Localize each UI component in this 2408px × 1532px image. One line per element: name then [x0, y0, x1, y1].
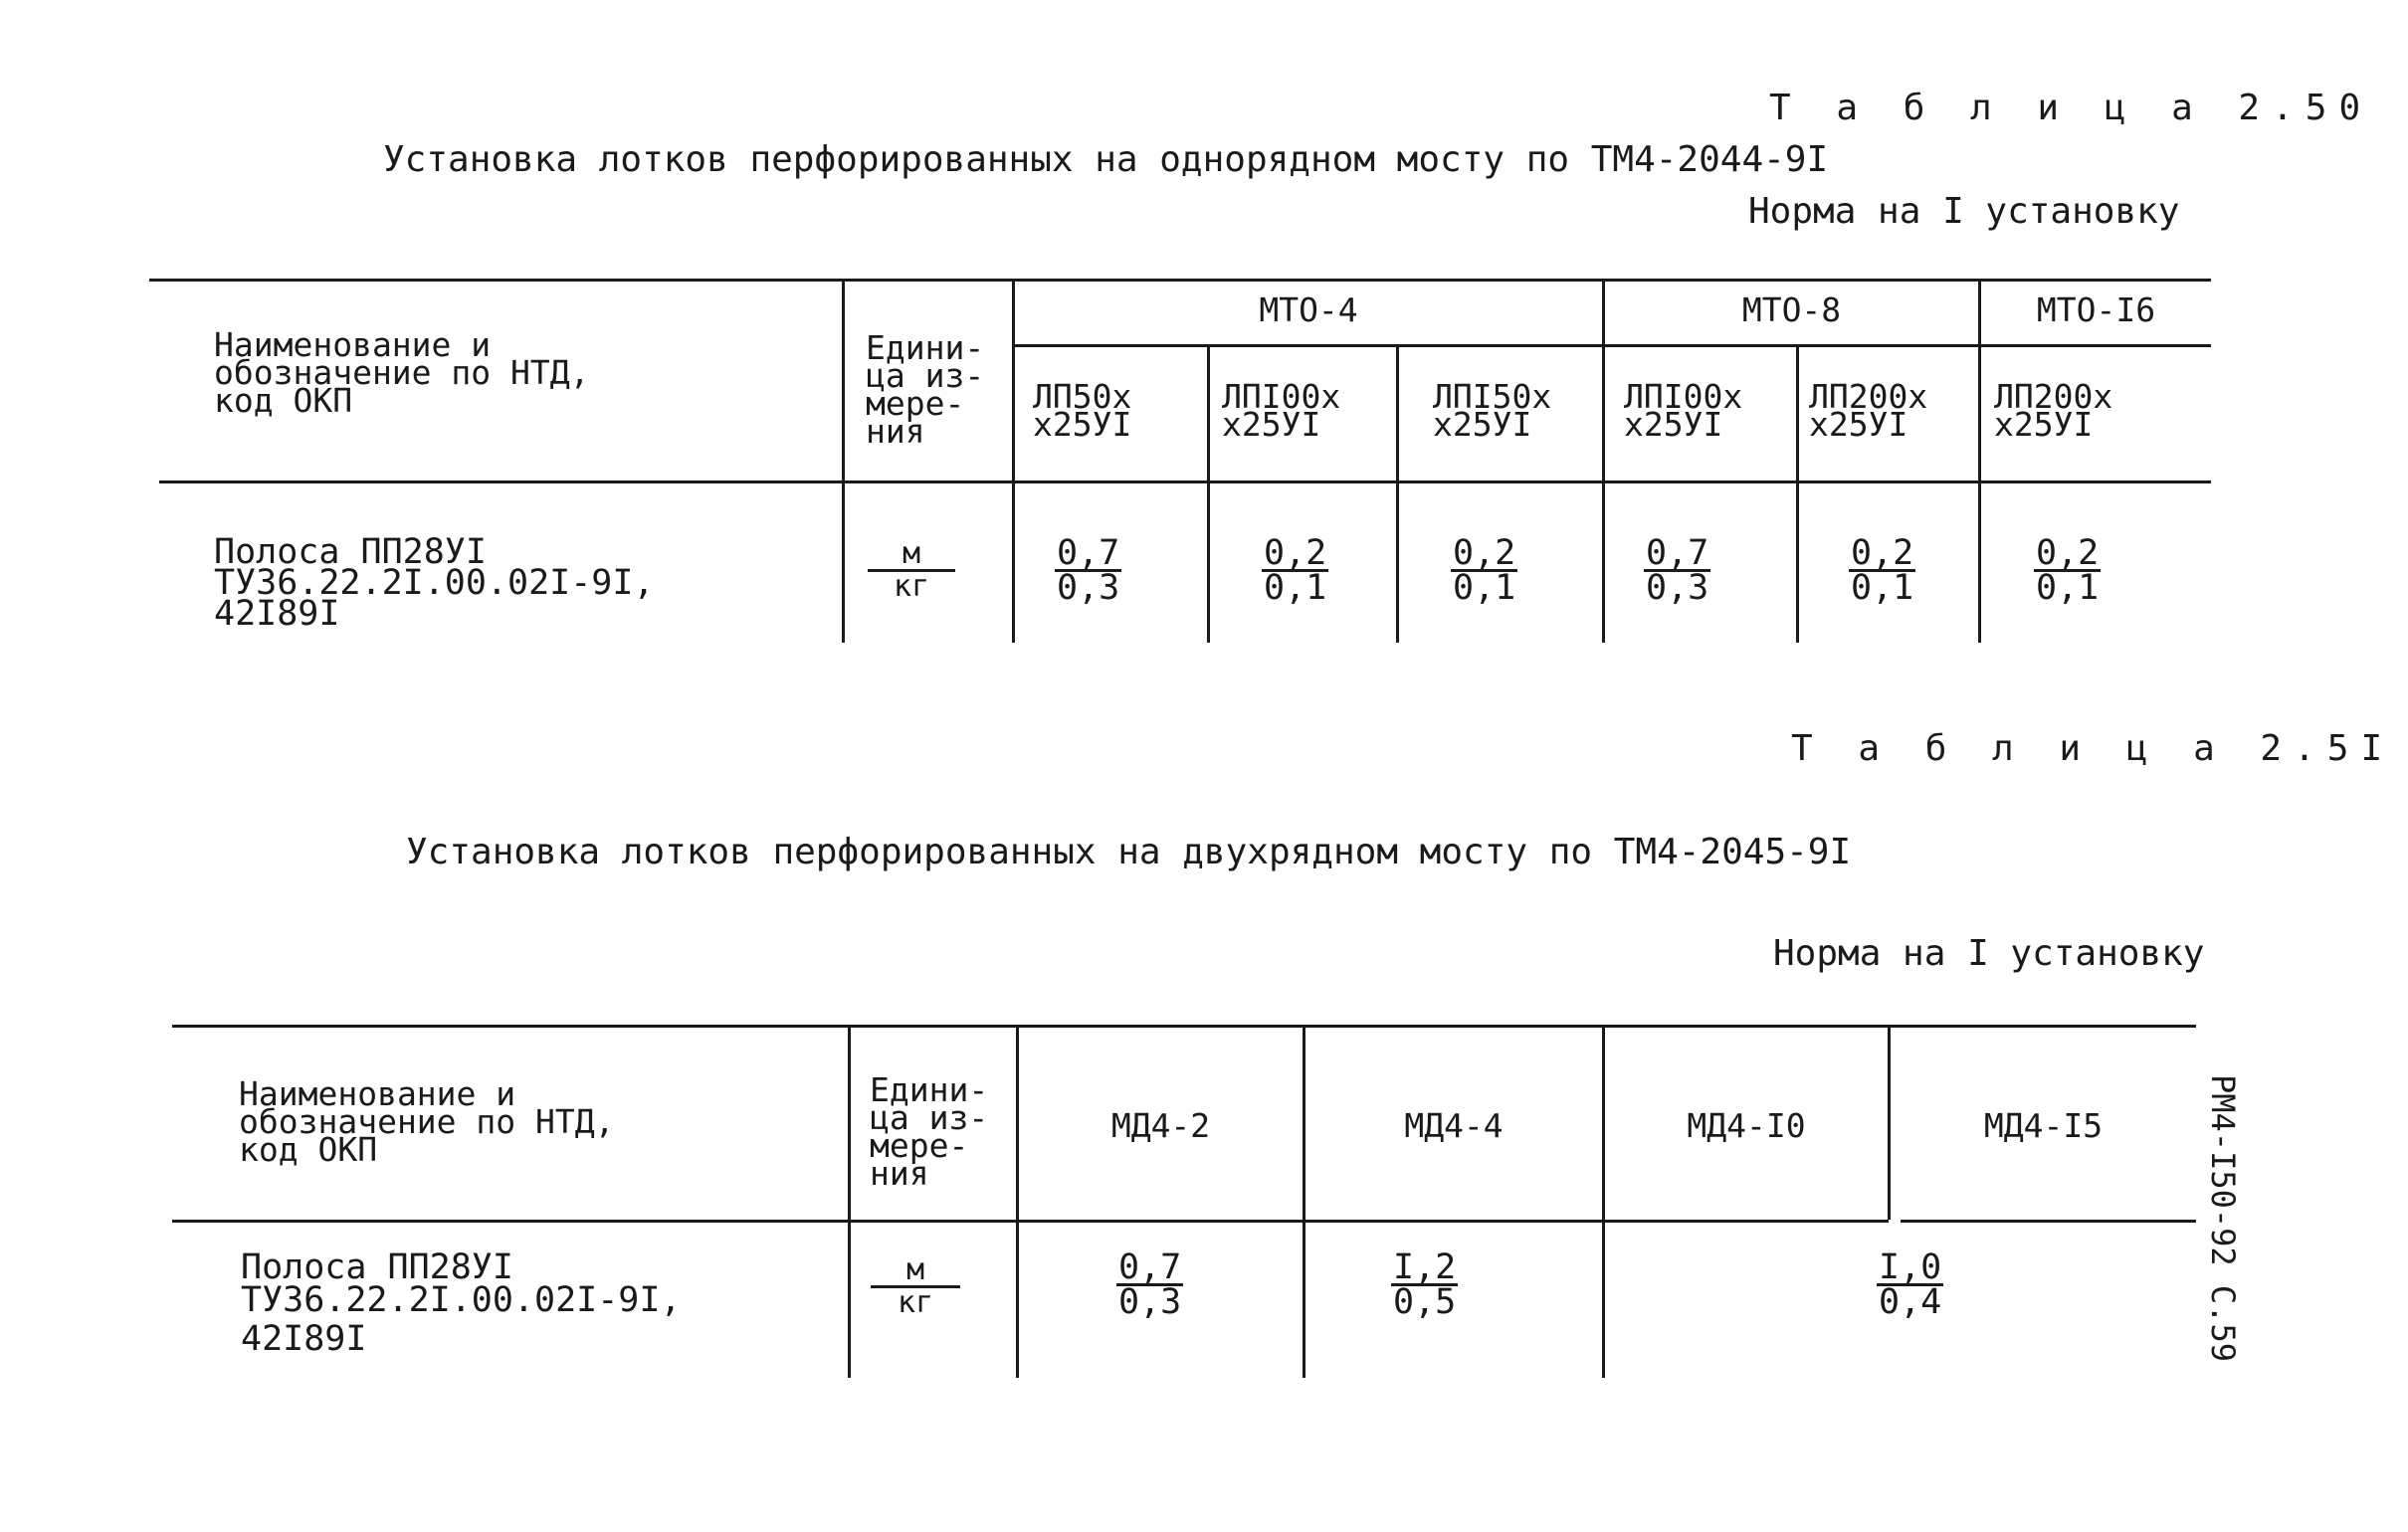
subcol-header: ЛПI00х х25УI — [1222, 377, 1341, 444]
value-fraction: $\frac{I,2}{0,5}$ — [1393, 1247, 1457, 1322]
table-label: Т а б л и ц а 2.50 — [1769, 88, 2373, 128]
norm-label: Норма на I установку — [1748, 191, 2180, 232]
value-fraction: $\frac{0,7}{0,3}$ — [1646, 533, 1709, 608]
header-unit: Едини- ца из- мере- ния — [866, 328, 985, 451]
row-name: Полоса ПП28УI ТУ36.22.2I.00.02I-9I, 42I89I — [241, 1247, 682, 1359]
subcol-header: ЛПI50х х25УI — [1433, 377, 1552, 444]
col-header: МД4-I5 — [1983, 1106, 2104, 1145]
row-name: Полоса ПП28УI ТУ36.22.2I.00.02I-9I, 42I89I — [214, 532, 655, 634]
page-code: РМ4-I50-92 С.59 — [2204, 1074, 2242, 1362]
value-fraction: $\frac{I,0}{0,4}$ — [1879, 1247, 1942, 1322]
value-fraction: $\frac{0,2}{0,1}$ — [1264, 533, 1327, 608]
group-header: МТО-8 — [1741, 290, 1842, 329]
norm-label: Норма на I установку — [1773, 933, 2205, 974]
table-label: Т а б л и ц а 2.5I — [1791, 728, 2395, 769]
header-unit: Едини- ца из- мере- ния — [870, 1070, 989, 1193]
value-fraction: $\frac{0,7}{0,3}$ — [1057, 533, 1120, 608]
header-name: Наименование и обозначение по НТД, код ОКП — [239, 1074, 615, 1169]
header-name: Наименование и обозначение по НТД, код ОКП — [214, 325, 590, 420]
col-header: МД4-2 — [1110, 1106, 1211, 1145]
row-unit: м кг — [871, 1255, 960, 1318]
subcol-header: ЛП200х х25УI — [1994, 377, 2113, 444]
table-caption: Установка лотков перфорированных на двухрядном мосту по ТМ4-2045-9I — [406, 832, 1852, 872]
row-unit: м кг — [868, 539, 955, 602]
table-caption: Установка лотков перфорированных на однорядном мосту по ТМ4-2044-9I — [383, 139, 1829, 180]
col-header: МД4-I0 — [1687, 1106, 1806, 1145]
value-fraction: $\frac{0,2}{0,1}$ — [1453, 533, 1516, 608]
subcol-header: ЛП200х х25УI — [1809, 377, 1928, 444]
group-header: МТО-4 — [1259, 290, 1358, 329]
value-fraction: $\frac{0,2}{0,1}$ — [1851, 533, 1914, 608]
value-fraction: $\frac{0,7}{0,3}$ — [1118, 1247, 1182, 1322]
value-fraction: $\frac{0,2}{0,1}$ — [2036, 533, 2100, 608]
subcol-header: ЛП50х х25УI — [1033, 377, 1132, 444]
col-header: МД4-4 — [1404, 1106, 1504, 1145]
group-header: МТО-I6 — [2036, 290, 2156, 329]
subcol-header: ЛПI00х х25УI — [1624, 377, 1743, 444]
